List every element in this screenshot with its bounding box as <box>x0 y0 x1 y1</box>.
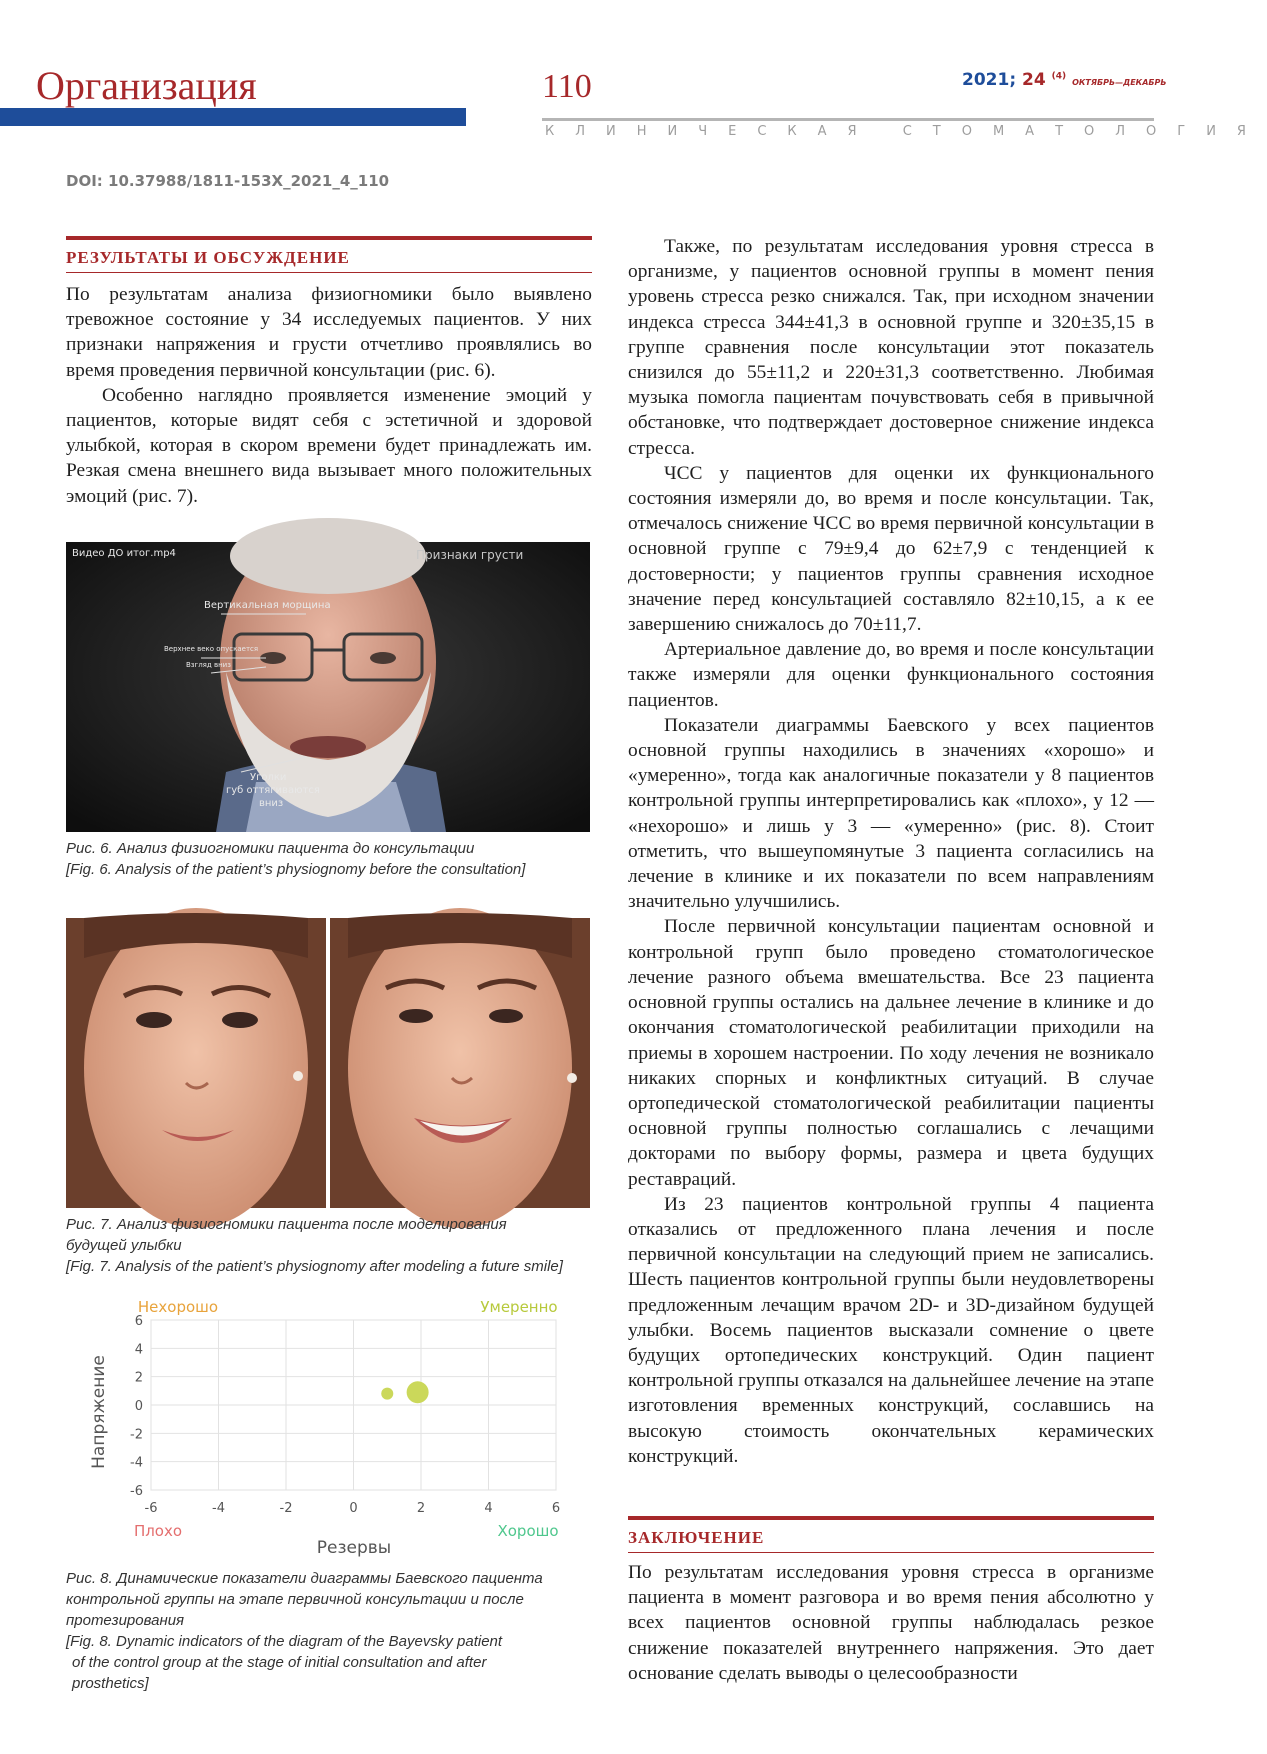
label-lips-3: вниз <box>259 798 284 809</box>
quadrant-label-plokho: Плохо <box>133 1522 183 1540</box>
results-heading: РЕЗУЛЬТАТЫ И ОБСУЖДЕНИЕ <box>66 248 350 267</box>
chart-ticks <box>130 1314 560 1516</box>
paragraph: Особенно наглядно проявляется изменение эмоций у пациентов, которые видят себя с эстетичной и здоровой улыбкой, которая в скором времени будет принадлежать им. Резкая смена внешнего вида вызывает много положительных эмоций (рис. 7). <box>66 384 592 507</box>
header-accent-bar <box>0 108 466 126</box>
conclusion-text <box>628 1560 1154 1686</box>
fig6-video-frame <box>66 542 590 832</box>
y-tick-label: -4 <box>130 1455 143 1471</box>
paragraph: Артериальное давление до, во время и после консультации также измеряли для оценки функционального состояния пациентов. <box>628 639 1154 711</box>
doi: DOI: 10.37988/1811-153X_2021_4_110 <box>66 172 390 190</box>
fig7-photos <box>66 918 590 1208</box>
quadrant-label-nekhorosho: Нехорошо <box>137 1298 219 1316</box>
chart-grid <box>151 1320 556 1490</box>
label-sadness: Признаки грусти <box>416 548 524 562</box>
caption-en: [Fig. 6. Analysis of the patient’s physiognomy before the consultation] <box>66 861 526 878</box>
paragraph: По результатам анализа физиогномики было выявлено тревожное состояние у 34 исследуемых пациентов. У них признаки напряжения и грусти отчетливо проявлялись во время проведения первичной консультации (рис. 6). <box>66 284 592 381</box>
left-text <box>66 282 592 509</box>
label-wrinkle: Вертикальная морщина <box>204 600 331 611</box>
results-rule-top <box>66 236 592 240</box>
caption-en: [Fig. 8. Dynamic indicators of the diagram of the Bayevsky patient <box>66 1633 503 1650</box>
caption-ru: будущей улыбки <box>66 1237 182 1254</box>
label-lips-1: Уголки <box>250 772 287 783</box>
x-tick-label: 2 <box>416 1501 426 1516</box>
header-rule <box>542 118 1154 121</box>
page-number: 110 <box>542 68 592 105</box>
quadrant-label-khorosho: Хорошо <box>497 1522 559 1540</box>
y-tick-label: 2 <box>134 1370 143 1386</box>
label-gaze: Взгляд вниз <box>186 661 231 669</box>
caption-en: of the control group at the stage of initial consultation and after <box>72 1654 487 1671</box>
fig7-portraits <box>66 918 590 1208</box>
paragraph: Показатели диаграммы Баевского у всех пациентов основной группы находились в значениях «хорошо» и «умеренно», тогда как аналогичные показатели у 8 пациентов контрольной группы интерпретировались как «плохо», у 12 — «нехорошо» и лишь у 3 — «умеренно» (рис. 8). Стоит отметить, что вышеупомянутые 3 пациента согласились на лечение в клинике и их показатели по всем направлениям значительно улучшились. <box>628 714 1154 913</box>
x-tick-label: 0 <box>349 1501 358 1516</box>
caption-ru: Рис. 6. Анализ физиогномики пациента до консультации <box>66 840 475 857</box>
issue-info <box>962 70 1166 90</box>
issue-year: 2021; <box>962 70 1017 90</box>
y-tick-label: -6 <box>130 1484 143 1499</box>
y-tick-label: 0 <box>134 1399 143 1414</box>
caption-ru: контрольной группы на этапе первичной консультации и после <box>66 1591 524 1608</box>
paragraph: Также, по результатам исследования уровня стресса в организме, у пациентов основной группы в момент пения уровень стресса резко снижался. Так, при исходном значении индекса стресса 344±41,3 в основной группе и 320±35,15 в группе сравнения после консультации этот показатель снизился до 55±11,2 и 220±31,3 соответственно. Любимая музыка помогла пациентам почувствовать себя в привычной обстановке, что подтверждает достоверное снижение индекса стресса. <box>628 236 1154 459</box>
label-eyelid: Верхнее веко опускается <box>164 645 259 653</box>
x-tick-label: -4 <box>212 1501 225 1516</box>
video-title: Видео ДО итог.mp4 <box>72 548 176 559</box>
label-lips-2: губ оттягиваются <box>226 785 320 796</box>
fig7-caption <box>66 1214 563 1277</box>
issue-months: ОКТЯБРЬ—ДЕКАБРЬ <box>1072 78 1167 87</box>
conclusion-rule-bottom <box>628 1552 1154 1553</box>
caption-ru: Рис. 7. Анализ физиогномики пациента после моделирования <box>66 1216 507 1233</box>
data-point-2 <box>407 1381 429 1403</box>
results-rule-bottom <box>66 272 592 273</box>
x-tick-label: 6 <box>551 1501 561 1516</box>
conclusion-rule-top <box>628 1516 1154 1520</box>
quadrant-label-umerenno: Умеренно <box>480 1298 558 1316</box>
y-tick-label: -2 <box>130 1427 143 1443</box>
paragraph: Из 23 пациентов контрольной группы 4 пациента отказались от предложенного плана лечения и после первичной консультации на следующий прием не записались. Шесть пациентов контрольной группы были неудовлетворены предложенным лечащим врачом 2D- и 3D-дизайном будущей улыбки. Восемь пациентов высказали сомнение о цвете будущих ортопедических конструкций. Один пациент контрольной группы отказался на дальнейшее лечение на этапе изготовления временных конструкций, сославшись на высокую стоимость окончательных керамических конструкций. <box>628 1193 1154 1467</box>
fig6-portrait <box>66 542 590 832</box>
bayevsky-chart <box>66 1290 590 1566</box>
paragraph: После первичной консультации пациентам основной и контрольной групп было проведено стоматологическое лечение разного объема вмешательства. Все 23 пациента основной группы остались на дальнее лечение в клинике и до окончания стоматологической реабилитации приходили на приемы в хорошем настроении. По ходу лечения не возникало никаких спорных и конфликтных ситуаций. В случае ортопедической стоматологической реабилитации пациенты основной группы полностью соглашались с лечащими докторами по выбору формы, размера и цвета будущих реставраций. <box>628 916 1154 1190</box>
issue-volume: 24 <box>1022 70 1046 90</box>
section-title: Организация <box>36 63 257 108</box>
x-tick-label: -2 <box>279 1501 293 1516</box>
x-tick-label: 4 <box>484 1501 493 1516</box>
x-tick-label: -6 <box>144 1501 158 1516</box>
data-point-1 <box>381 1388 393 1400</box>
x-axis-label: Резервы <box>316 1538 392 1558</box>
paragraph: ЧСС у пациентов для оценки их функционального состояния измеряли до, во время и после консультации. Так, отмечалось снижение ЧСС во время первичной консультации в основной группе с 79±9,4 до 62±7,9 с тенденцией к достоверности; у пациентов группы сравнения исходное значение перед консультацией составляло 82±10,15, а к ее завершению снижалось до 70±11,7. <box>628 462 1154 636</box>
caption-en: prosthetics] <box>72 1675 149 1692</box>
paragraph: По результатам исследования уровня стресса в организме пациента в момент разговора и во время пения абсолютно у всех пациентов основной группы наблюдалась резкое снижение показателей внутреннего напряжения. Это дает основание сделать выводы о целесообразности <box>628 1562 1154 1684</box>
right-text <box>628 234 1154 1469</box>
conclusion-heading: ЗАКЛЮЧЕНИЕ <box>628 1528 765 1547</box>
caption-ru: Рис. 8. Динамические показатели диаграммы Баевского пациента <box>66 1570 543 1587</box>
caption-en: [Fig. 7. Analysis of the patient’s physiognomy after modeling a future smile] <box>66 1258 563 1275</box>
fig8-caption <box>66 1568 543 1694</box>
issue-number: (4) <box>1051 71 1067 82</box>
y-tick-label: 6 <box>134 1314 143 1329</box>
caption-ru: протезирования <box>66 1612 185 1629</box>
fig6-caption <box>66 838 525 880</box>
journal-title: КЛИНИЧЕСКАЯ СТОМАТОЛОГИЯ <box>545 124 1267 139</box>
y-axis-label: Напряжение <box>89 1355 109 1469</box>
chart-points <box>381 1381 428 1403</box>
y-tick-label: 4 <box>134 1342 143 1358</box>
